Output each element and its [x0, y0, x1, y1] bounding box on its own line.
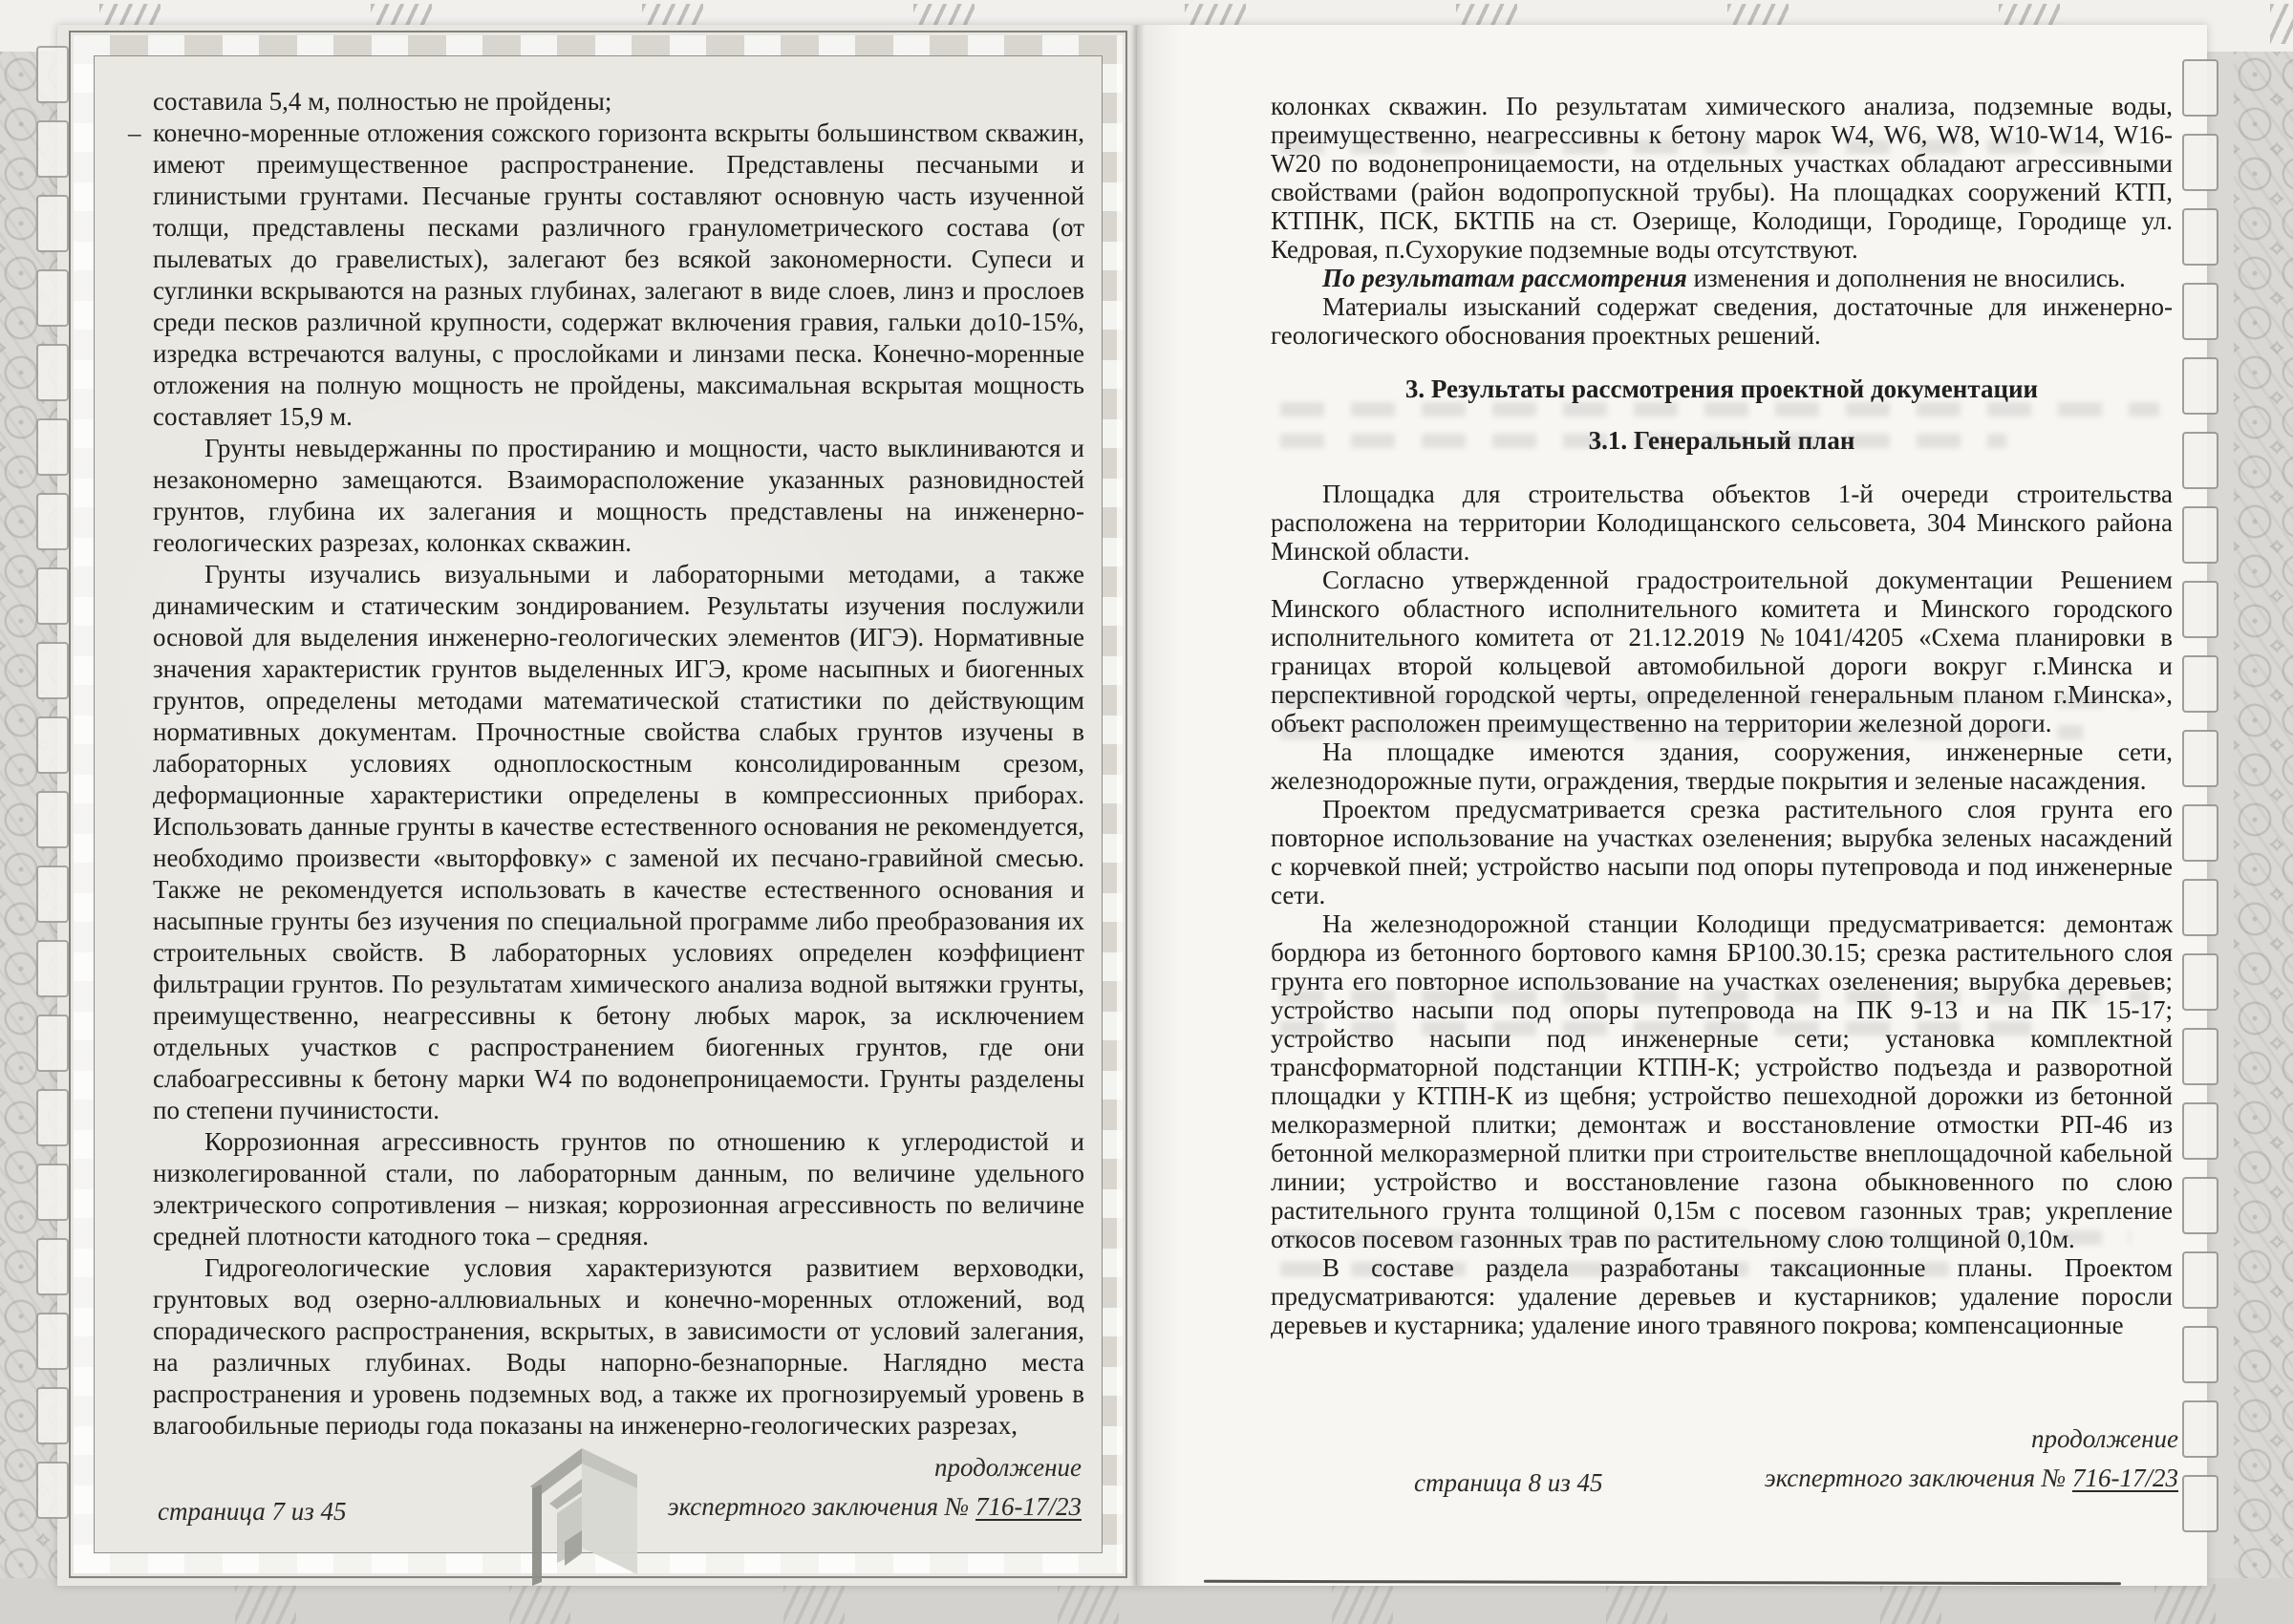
hatch-mark	[2270, 4, 2293, 44]
binding-hole-tab	[2182, 804, 2218, 862]
paragraph	[1271, 1253, 2173, 1339]
binding-hole-tab	[36, 567, 69, 625]
binding-hole-tab	[2182, 655, 2218, 713]
hatch-mark	[1332, 1584, 1393, 1624]
text-run: В составе раздела разработаны таксационные планы. Проектом предусматриваются: удаление деревьев и кустарников; удаление поросли деревьев и кустарника; удаление иного травяного покрова; компенсационные	[1271, 1253, 2173, 1339]
paragraph	[153, 433, 1084, 559]
binding-hole-tab	[2182, 1475, 2218, 1532]
binding-hole-tab	[36, 1387, 69, 1444]
binding-hole-tab	[2182, 208, 2218, 266]
binding-hole-tab	[2182, 1400, 2218, 1458]
left-page-content	[128, 86, 1084, 1442]
continuation-word: продолжение	[933, 1453, 1082, 1482]
paragraph	[1271, 92, 2173, 264]
binding-hole-tab	[36, 46, 69, 103]
page-7-scan	[57, 25, 1137, 1586]
continuation-word: продолжение	[2030, 1424, 2178, 1453]
paragraph	[1271, 737, 2173, 795]
binding-hole-tab	[36, 269, 69, 327]
organization-watermark-logo	[521, 1431, 647, 1592]
text-run: Коррозионная агрессивность грунтов по отношению к углеродистой и низколегированной стали, по лабораторным данным, по величине удельного электрического сопротивления – низкая; коррозионная агрессивность по величине средней плотности катодного тока – средняя.	[153, 1127, 1084, 1250]
text-run: конечно-моренные отложения сожского горизонта вскрыты большинством скважин, имеют преимущественное распространение. Представлены песчаными и глинистыми грунтами. Песчаные грунты составляют основную часть изученной толщи, представлены песками различного гранулометрического состава (от пылеватых до гравелистых), залегают без всякой закономерности. Супеси и суглинки вскрываются на разных глубинах, залегают в виде слоев, линз и прослоев среди песков различной крупности, содержат включения гравия, гальки до10-15%, изредка встречаются валуны, с прослойками и линзами песка. Конечно-моренные отложения на полную мощность не пройдены, максимальная вскрытая мощность составляет 15,9 м.	[153, 118, 1084, 431]
text-run: составила 5,4 м, полностью не пройдены;	[153, 87, 612, 116]
right-page-content	[1271, 92, 2173, 1339]
binding-hole-tab	[36, 1015, 69, 1072]
binding-hole-tab	[2182, 1251, 2218, 1309]
paragraph	[153, 1252, 1084, 1442]
binding-hole-tab	[2182, 59, 2218, 117]
hatch-mark	[235, 1584, 296, 1624]
binding-hole-tab	[36, 940, 69, 997]
binding-hole-tab	[36, 642, 69, 699]
binding-hole-tab	[36, 1313, 69, 1370]
binding-hole-tab	[2182, 506, 2218, 564]
binding-hole-tab	[36, 1238, 69, 1295]
list-dash-marker: –	[128, 118, 141, 147]
binding-hole-tab	[2182, 953, 2218, 1011]
binding-hole-tab	[36, 195, 69, 252]
text-run: Материалы изысканий содержат сведения, достаточные для инженерно-геологического обоснования проектных решений.	[1271, 292, 2173, 350]
paragraph	[1271, 292, 2173, 350]
text-run: Площадка для строительства объектов 1-й очереди строительства расположена на территории Колодищанского сельсовета, 304 Минского района Минской области.	[1271, 480, 2173, 566]
text-run: Грунты изучались визуальными и лабораторными методами, а также динамическим и статическим зондированием. Результаты изучения послужили основой для выделения инженерно-геологических элементов (ИГЭ). Нормативные значения характеристик грунтов выделенных ИГЭ, кроме насыпных и биогенных грунтов, определены методами математической статистики по действующим нормативных документам. Прочностные свойства слабых грунтов изучены в лабораторных условиях одноплоскостным консолидированным срезом, деформационные характеристики определены в компрессионных приборах. Использовать данные грунты в качестве естественного основания не рекомендуется, необходимо произвести «выторфовку» с заменой их песчано-гравийной смесью. Также не рекомендуется использовать в качестве естественного основания и насыпные грунты без изучения по специальной программе либо преобразования их строительных свойств. В лабораторных условиях определен коэффициент фильтрации грунтов. По результатам химического анализа водной вытяжки грунты, преимущественно, неагрессивны к бетону любых марок, за исключением отдельных участков с распространением биогенных грунтов, где они слабоагрессивны к бетону марки W4 по водонепроницаемости. Грунты разделены по степени пучинистости.	[153, 560, 1084, 1124]
paragraph	[153, 86, 1084, 118]
section-heading	[1271, 374, 2173, 403]
right-page-footer	[1414, 1420, 2178, 1498]
paragraph	[1271, 264, 2173, 292]
paragraph	[128, 118, 1084, 433]
binding-hole-tab	[2182, 1326, 2218, 1383]
binding-hole-tab	[36, 716, 69, 774]
text-run: колонках скважин. По результатам химического анализа, подземные воды, преимущественно, неагрессивны к бетону марок W4, W6, W8, W10-W14, W16-W20 по водонепроницаемости, на отдельных участках обладают агрессивными свойствами (район водопропускной трубы). На площадках сооружений КТП, КТПНК, ПСК, БКТПБ на ст. Озерище, Колодищи, Городище, Городище ул. Кедровая, п.Сухорукие подземные воды отсутствуют.	[1271, 92, 2173, 264]
page-fold-shadow	[1131, 25, 1145, 1586]
binding-hole-tab	[2182, 432, 2218, 489]
paragraph	[1271, 480, 2173, 566]
section-heading	[1271, 426, 2173, 455]
conclusion-number-line: экспертного заключения № 716-17/23	[667, 1492, 1082, 1521]
binding-hole-tab	[36, 1089, 69, 1146]
binding-hole-tab	[36, 1462, 69, 1519]
binding-hole-tab	[2182, 134, 2218, 191]
paragraph	[153, 559, 1084, 1126]
binding-hole-tab	[36, 344, 69, 401]
conclusion-number-line: экспертного заключения № 716-17/23	[1764, 1464, 2178, 1492]
page-8-scan	[1137, 25, 2207, 1586]
paragraph	[1271, 909, 2173, 1253]
binding-hole-tab	[2182, 1177, 2218, 1234]
continuation-note	[668, 1448, 1082, 1527]
background-guilloche-right	[2234, 0, 2293, 1624]
binding-hole-tab	[2182, 283, 2218, 340]
binding-hole-tab	[36, 1164, 69, 1221]
paragraph	[153, 1126, 1084, 1252]
binding-tabs-right	[2182, 0, 2224, 1624]
paragraph	[1271, 795, 2173, 909]
continuation-note	[1765, 1420, 2178, 1498]
binding-hole-tab	[2182, 879, 2218, 936]
binding-hole-tab	[2182, 1028, 2218, 1085]
binding-tabs-left	[36, 0, 75, 1624]
conclusion-number: 716-17/23	[975, 1492, 1082, 1521]
binding-hole-tab	[36, 120, 69, 178]
text-run: Согласно утвержденной градостроительной документации Решением Минского областного исполнительного комитета и Минского городского исполнительного комитета от 21.12.2019 №1041/4205 «Схема планировки в границах второй кольцевой автомобильной дороги вокруг г.Минска и перспективной городской черты, определенной генеральным планом г.Минска», объект расположен преимущественно на территории железной дороги.	[1271, 566, 2173, 737]
hatch-mark	[1058, 1584, 1119, 1624]
binding-hole-tab	[36, 865, 69, 923]
binding-hole-tab	[2182, 1102, 2218, 1160]
text-run: По результатам рассмотрения	[1322, 264, 1694, 292]
page-number-label: страница 8 из 45	[1414, 1468, 1603, 1497]
binding-hole-tab	[2182, 581, 2218, 638]
conclusion-number: 716-17/23	[2072, 1464, 2178, 1492]
text-run: Грунты невыдержанны по простиранию и мощности, часто выклиниваются и незакономерно замещаются. Взаиморасположение указанных разновидностей грунтов, глубина их залегания и мощность представлены на инженерно-геологических разрезах, колонках скважин.	[153, 434, 1084, 557]
text-run: Гидрогеологические условия характеризуются развитием верховодки, грунтовых вод озерно-аллювиальных и конечно-моренных отложений, вод спорадического распространения, вскрытых, в зависимости от условий залегания, на различных глубинах. Воды напорно-безнапорные. Наглядно места распространения и уровень подземных вод, а также их прогнозируемый уровень в влагообильные периоды года показаны на инженерно-геологических разрезах,	[153, 1253, 1084, 1440]
text-run: На площадке имеются здания, сооружения, инженерные сети, железнодорожные пути, ограждения, твердые покрытия и зеленые насаждения.	[1271, 737, 2173, 795]
text-run: 3.1. Генеральный план	[1588, 426, 1855, 455]
paragraph	[1271, 566, 2173, 737]
page-bottom-scan-shadow	[1204, 1580, 2121, 1586]
text-run: На железнодорожной станции Колодищи предусматривается: демонтаж бордюра из бетонного бортового камня БР100.30.15; срезка растительного слоя грунта его повторное использование на участках озеленения; вырубка деревьев; устройство насыпи под опоры путепровода на ПК 9-13 и на ПК 15-17; устройство насыпи под инженерные сети; установка комплектной трансформаторной подстанции КТПН-К; устройство подъезда и разворотной площадки у КТПН-К из щебня; устройство пешеходной дорожки из бетонной мелкоразмерной плитки; демонтаж и восстановление отмостки РП-46 из бетонной мелкоразмерной плитки при строительстве внеплощадочной кабельной линии; устройство и восстановление газона обыкновенного по слою растительного грунта толщиной 0,15м с посевом газонных трав; укрепление откосов посевом газонных трав по растительному слою толщиной 0,10м.	[1271, 909, 2173, 1253]
text-run: изменения и дополнения не вносились.	[1693, 264, 2126, 292]
hatch-mark	[1606, 1584, 1667, 1624]
hatch-mark	[1880, 1584, 1941, 1624]
binding-hole-tab	[2182, 730, 2218, 787]
binding-hole-tab	[36, 493, 69, 550]
page-number-label: страница 7 из 45	[158, 1497, 347, 1526]
text-run: Проектом предусматривается срезка растительного слоя грунта его повторное использование на участках озеленения; вырубка зеленых насаждений с корчевкой пней; устройство насыпи под опоры путепровода и под инженерные сети.	[1271, 795, 2173, 909]
binding-hole-tab	[36, 791, 69, 848]
text-run: 3. Результаты рассмотрения проектной документации	[1404, 374, 2039, 403]
hatch-mark	[783, 1584, 845, 1624]
binding-hole-tab	[2182, 357, 2218, 415]
binding-hole-tab	[36, 418, 69, 476]
